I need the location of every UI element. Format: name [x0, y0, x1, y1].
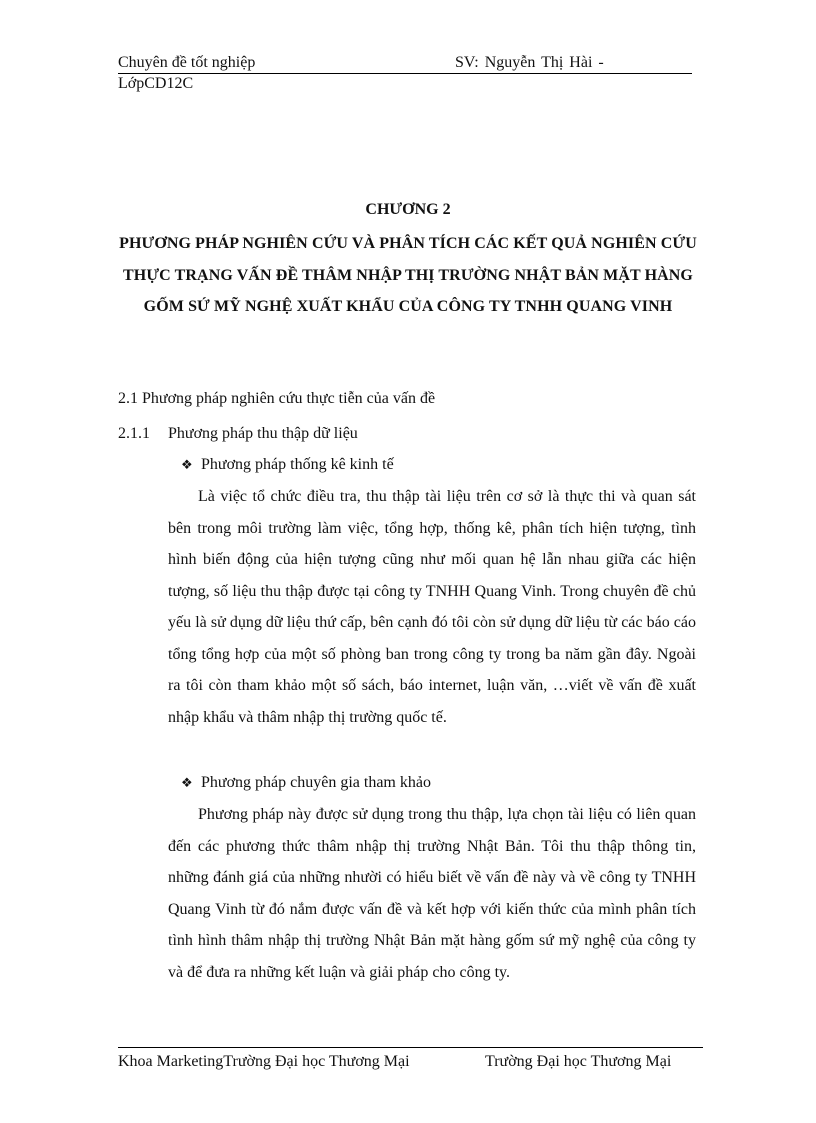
chapter-title: PHƯƠNG PHÁP NGHIÊN CỨU VÀ PHÂN TÍCH CÁC KẾT QUẢ NGHIÊN CỨU THỰC TRẠNG VẤN ĐỀ THÂM NHẬP THỊ TRƯỜNG NHẬT BẢN MẶT HÀNG GỐM SỨ MỸ NGHỆ XUẤT KHẨU CỦA CÔNG TY TNHH QUANG VINH: [119, 235, 697, 315]
footer-left: Khoa MarketingTrường Đại học Thương Mại: [118, 1053, 410, 1070]
bullet-heading: [181, 773, 431, 794]
subsection-heading: [118, 424, 358, 444]
header-rule: [118, 73, 692, 74]
bullet-title: Phương pháp thống kê kinh tế: [201, 456, 394, 473]
header-class: LớpCD12C: [118, 75, 194, 92]
footer-right: Trường Đại học Thương Mại: [485, 1053, 672, 1070]
subsection-number: 2.1.1: [118, 425, 150, 442]
bullet-heading: [181, 455, 394, 476]
header-right: SV: Nguyễn Thị Hài -: [455, 54, 604, 71]
footer-rule: [118, 1047, 703, 1048]
subsection-title: Phương pháp thu thập dữ liệu: [168, 425, 358, 442]
bullet-title: Phương pháp chuyên gia tham khảo: [201, 774, 431, 791]
paragraph: Là việc tổ chức điều tra, thu thập tài liệu trên cơ sở là thực thi và quan sát bên trong môi trường làm việc, tổng hợp, thống kê, phân tích hiện tượng, tình hình biến động của hiện tượng cũng như mối quan hệ lẫn nhau giữa các hiện tượng, số liệu thu thập được tại công ty TNHH Quang Vinh. Trong chuyên đề chủ yếu là sử dụng dữ liệu thứ cấp, bên cạnh đó tôi còn sử dụng dữ liệu từ các báo cáo tổng tổng hợp của một số phòng ban trong công ty trong ba năm gần đây. Ngoài ra tôi còn tham khảo một số sách, báo internet, luận văn, …viết về vấn đề xuất nhập khẩu và thâm nhập thị trường quốc tế.: [168, 488, 696, 726]
diamond-bullet-icon: ❖: [181, 776, 193, 791]
diamond-bullet-icon: ❖: [181, 458, 193, 473]
paragraph: Phương pháp này được sử dụng trong thu thập, lựa chọn tài liệu có liên quan đến các phương thức thâm nhập thị trường Nhật Bản. Tôi thu thập thông tin, những đánh giá của những nhười có hiểu biết về vấn đề này và về công ty TNHH Quang Vinh từ đó nắm được vấn đề và kết hợp với kiến thức của mình phân tích tình hình thâm nhập thị trường Nhật Bản mặt hàng gốm sứ mỹ nghệ của công ty và để đưa ra những kết luận và giải pháp cho công ty.: [168, 806, 696, 981]
section-heading: 2.1 Phương pháp nghiên cứu thực tiễn của vấn đề: [118, 390, 436, 407]
chapter-number: CHƯƠNG 2: [365, 201, 451, 218]
header-left: Chuyên đề tốt nghiệp: [118, 54, 256, 71]
